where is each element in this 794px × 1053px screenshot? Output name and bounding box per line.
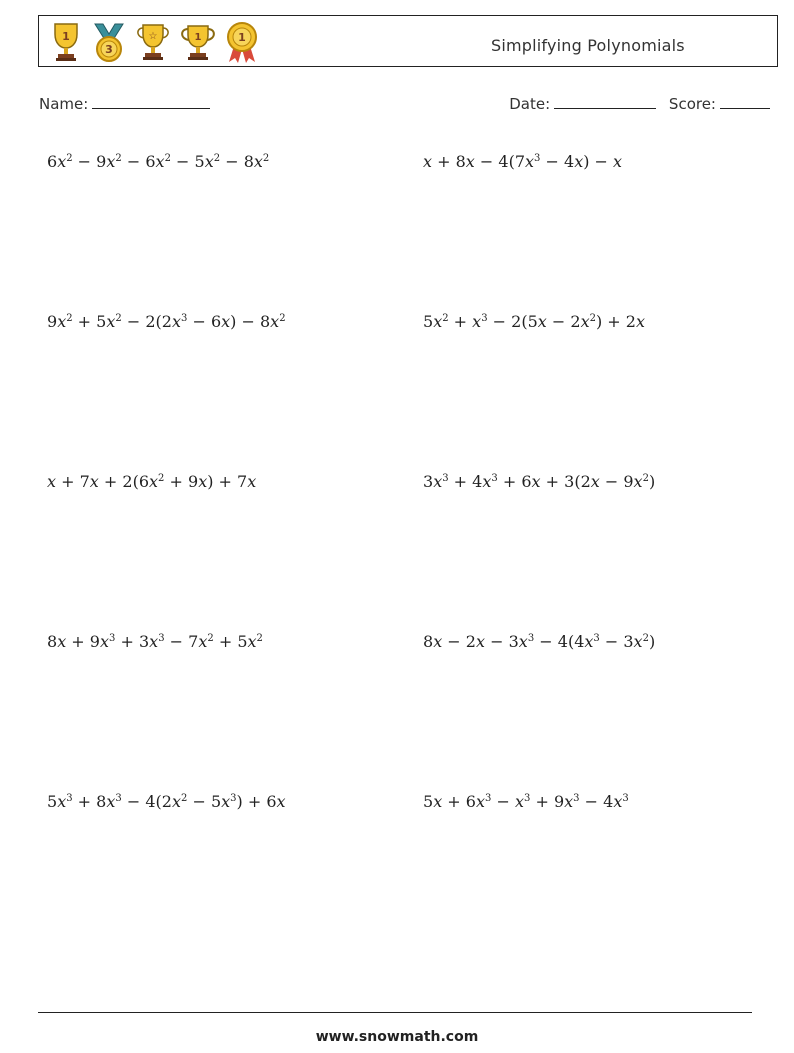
trophy-1-icon [47, 20, 85, 64]
rosette-1-icon [223, 20, 261, 64]
name-field[interactable] [39, 94, 210, 113]
problem-1: $6x^2 - 9x^2 - 6x^2 - 5x^2 - 8x^2$ [47, 152, 270, 171]
score-label: Score: [668, 95, 716, 113]
name-blank[interactable] [92, 94, 210, 109]
problem-7: $8x + 9x^3 + 3x^3 - 7x^2 + 5x^2$ [47, 632, 263, 651]
trophy-star-badge: ☆ [148, 31, 158, 42]
date-score-fields [509, 94, 770, 113]
medal-3-icon [89, 20, 129, 64]
medal-3-badge: 3 [105, 43, 113, 56]
problem-8: $8x - 2x - 3x^3 - 4(4x^3 - 3x^2)$ [423, 632, 656, 651]
trophy-1-badge: 1 [62, 30, 70, 43]
footer-site: www.snowmath.com [315, 1029, 479, 1045]
problem-9: $5x^3 + 8x^3 - 4(2x^2 - 5x^3) + 6x$ [47, 792, 286, 811]
header-box [38, 15, 778, 67]
problem-6: $3x^3 + 4x^3 + 6x + 3(2x - 9x^2)$ [423, 472, 656, 491]
problem-4: $5x^2 + x^3 - 2(5x - 2x^2) + 2x$ [423, 312, 645, 331]
problem-3: $9x^2 + 5x^2 - 2(2x^3 - 6x) - 8x^2$ [47, 312, 286, 331]
trophy-cup-1-icon [177, 20, 219, 64]
name-label: Name: [39, 95, 89, 113]
date-blank[interactable] [554, 94, 656, 109]
worksheet-title: Simplifying Polynomials [491, 36, 685, 55]
problem-5: $x + 7x + 2(6x^2 + 9x) + 7x$ [47, 472, 257, 491]
award-icons [47, 19, 261, 65]
score-blank[interactable] [720, 94, 770, 109]
rosette-1-badge: 1 [238, 31, 246, 44]
trophy-cup-1-badge: 1 [194, 32, 202, 43]
date-label: Date: [509, 95, 551, 113]
problem-2: $x + 8x - 4(7x^3 - 4x) - x$ [423, 152, 623, 171]
footer-divider [38, 1012, 752, 1013]
trophy-star-icon [133, 20, 173, 64]
problem-10: $5x + 6x^3 - x^3 + 9x^3 - 4x^3$ [423, 792, 629, 811]
